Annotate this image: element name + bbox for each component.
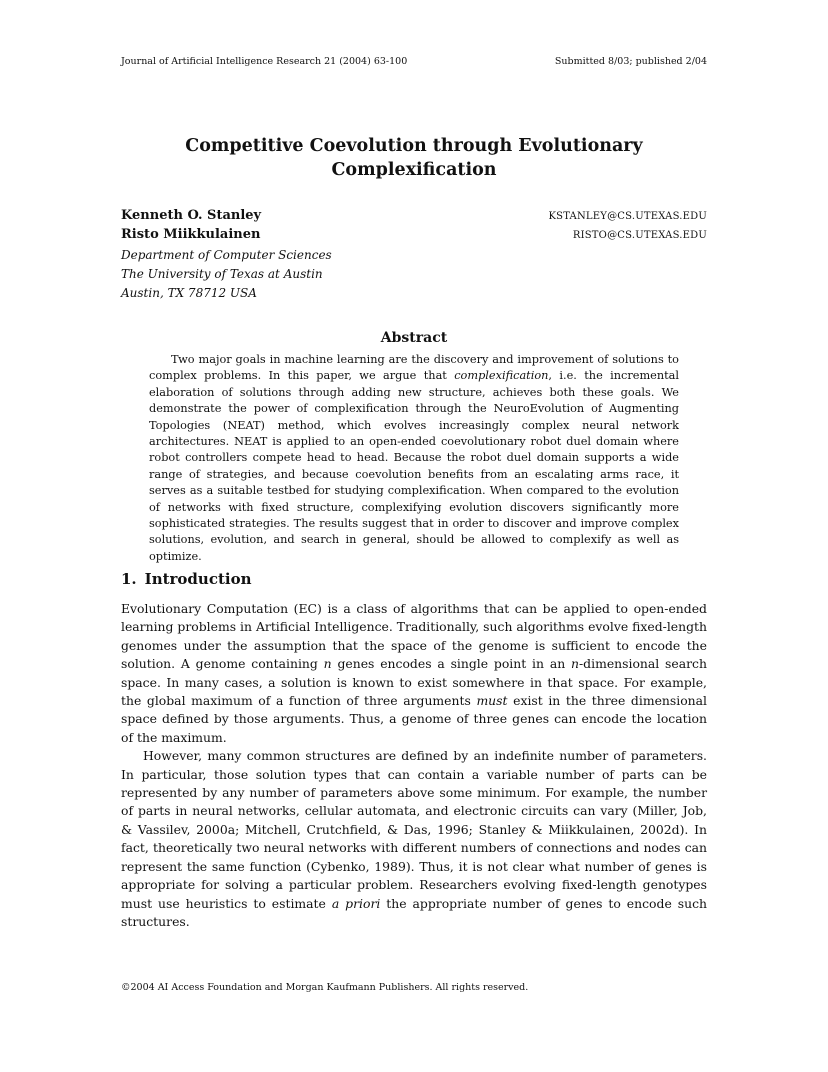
author-email: RISTO@CS.UTEXAS.EDU: [572, 230, 707, 241]
math-variable: n: [323, 656, 332, 672]
abstract-text: [149, 352, 679, 565]
text-run: genes encodes a single point in an: [331, 656, 571, 672]
section-title: Introduction: [144, 570, 252, 588]
text-run: -dimensional search space. In many cases, a solution is known to exist somewhere in that space. For example, the global maximum of a function of three arguments: [121, 656, 707, 709]
title-line-1: Competitive Coevolution through Evolutionary: [185, 136, 643, 156]
text-run: exist in the three dimensional space defined by those arguments. Thus, a genome of three genes can encode the location of the maximum.: [121, 693, 707, 745]
running-header: [121, 56, 707, 67]
emphasis: must: [476, 693, 508, 709]
emphasis: a priori: [331, 895, 381, 911]
journal-citation: Journal of Artificial Intelligence Research 21 (2004) 63-100: [121, 56, 408, 67]
author-name: Risto Miikkulainen: [121, 227, 261, 242]
affiliation-city: Austin, TX 78712 USA: [121, 286, 257, 300]
section-heading: [121, 570, 707, 588]
paragraph-2: [121, 747, 707, 931]
author-name: Kenneth O. Stanley: [121, 208, 262, 223]
author-block: [121, 208, 707, 303]
affiliation-department: Department of Computer Sciences: [121, 248, 332, 262]
paragraph-1: [121, 600, 707, 747]
abstract-heading: Abstract: [380, 330, 448, 346]
section-number: 1.: [121, 570, 137, 588]
text-run: Evolutionary Computation (EC) is a class of algorithms that can be applied to open-ended learning problems in Artificial Intelligence. Traditionally, such algorithms evolve fixed-length genomes under the assumption that the space of the genome is sufficient to encode the solution. A genome containing: [121, 601, 707, 672]
submission-dates: Submitted 8/03; published 2/04: [554, 56, 707, 67]
affiliation-university: The University of Texas at Austin: [121, 267, 323, 281]
author-row: [121, 208, 707, 227]
text-run: However, many common structures are defined by an indefinite number of parameters. In particular, those solution types that can contain a variable number of parts can be represented by any number of parameters above some minimum. For example, the number of parts in neural networks, cellular automata, and electronic circuits can vary (Miller, Job, & Vassilev, 2000a; Mitchell, Crutchfield, & Das, 1996; Stanley & Miikkulainen, 2002d). In fact, theoretically two neural networks with different numbers of connections and nodes can represent the same function (Cybenko, 1989). Thus, it is not clear what number of genes is appropriate for solving a particular problem. Researchers evolving fixed-length genotypes must use heuristics to estimate: [121, 748, 707, 911]
title-line-2: Complexification: [331, 160, 497, 180]
math-variable: n: [571, 656, 579, 672]
author-row: [121, 227, 707, 246]
introduction-body: [121, 600, 707, 931]
abstract-emphasis: complexification: [454, 369, 549, 383]
abstract-text-part: Two major goals in machine learning are the discovery and improvement of solutions to complex problems. In this paper, we argue that: [149, 353, 679, 383]
author-email: KSTANLEY@CS.UTEXAS.EDU: [548, 211, 707, 222]
copyright-footer: ©2004 AI Access Foundation and Morgan Kaufmann Publishers. All rights reserved.: [121, 982, 529, 993]
abstract-text-part: , i.e. the incremental elaboration of solutions through adding new structure, achieves both these goals. We demonstrate the power of complexification through the NeuroEvolution of Augmenting Topologies (NEAT) method, which evolves increasingly complex neural network architectures. NEAT is applied to an open-ended coevolutionary robot duel domain where robot controllers compete head to head. Because the robot duel domain supports a wide range of strategies, and because coevolution benefits from an escalating arms race, it serves as a suitable testbed for studying complexification. When compared to the evolution of networks with fixed structure, complexifying evolution discovers significantly more sophisticated strategies. The results suggest that in order to discover and improve complex solutions, evolution, and search in general, should be allowed to complexify as well as optimize.: [149, 369, 679, 563]
paper-title: [121, 134, 707, 182]
text-run: the appropriate number of genes to encode such structures.: [121, 895, 707, 929]
